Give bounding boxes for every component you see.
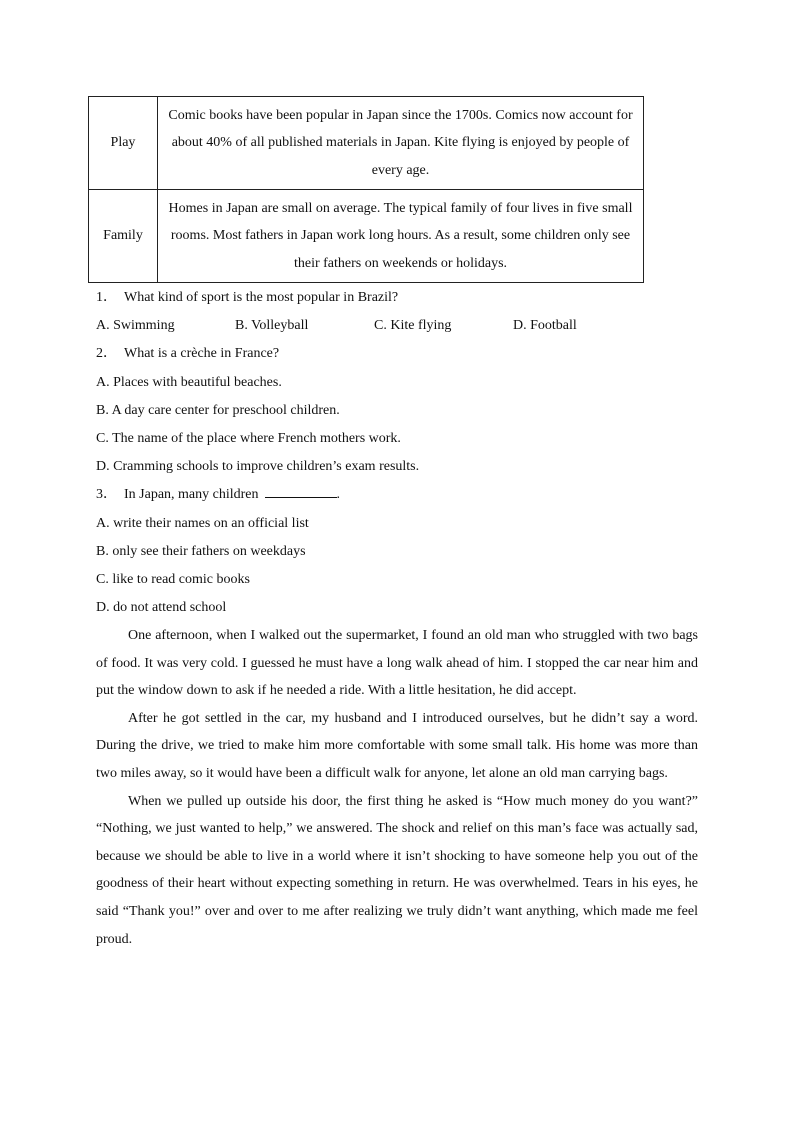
passage-paragraph: After he got settled in the car, my husband and I introduced ourselves, but he didn’t say a word. During the drive, we tried to make him more comfortable with some small talk. His home was more than two miles away, so it would have been a difficult walk for anyone, let alone an old man carrying bags. [96, 710, 698, 781]
option: B. Volleyball [235, 318, 309, 334]
option-row [96, 312, 716, 340]
passage-paragraph: When we pulled up outside his door, the first thing he asked is “How much money do you want?” “Nothing, we just wanted to help,” we answered. The shock and relief on this man’s face was actually sad, because we should be able to live in a world where it isn’t shocking to have someone help you out of the goodness of their heart without expecting something in return. He was overwhelmed. Tears in his eyes, he said “Thank you!” over and over to me after realizing we truly didn’t want anything, which made me feel proud. [96, 793, 698, 947]
question-text: What is a crèche in France? [124, 346, 280, 362]
option: D. Football [513, 318, 577, 334]
option: C. like to read comic books [96, 571, 250, 587]
option: A. write their names on an official list [96, 515, 309, 531]
question-number: 2． [96, 346, 117, 362]
question-number: 3． [96, 487, 117, 503]
questions-section [96, 284, 716, 622]
table-text-cell: Comic books have been popular in Japan since the 1700s. Comics now account for about 40% of all published materials in Japan. Kite flying is enjoyed by people of every age. [158, 97, 644, 190]
question-number: 1． [96, 290, 117, 305]
question-text-end: . [336, 487, 341, 503]
option: A. Places with beautiful beaches. [96, 374, 282, 390]
reading-passage [96, 622, 698, 953]
option: D. Cramming schools to improve children’s exam results. [96, 459, 420, 475]
question-stem [96, 284, 716, 312]
info-table [88, 96, 644, 283]
option: B. A day care center for preschool children. [96, 402, 340, 418]
option: C. Kite flying [374, 318, 452, 334]
table-text-cell: Homes in Japan are small on average. The typical family of four lives in five small rooms. Most fathers in Japan work long hours. As a result, some children only see their fathers on weekends or holidays. [158, 190, 644, 283]
table-row [89, 190, 644, 283]
option: D. do not attend school [96, 600, 227, 616]
question-stem [96, 481, 716, 509]
table-category-cell: Play [89, 97, 158, 190]
passage-paragraph: One afternoon, when I walked out the supermarket, I found an old man who struggled with two bags of food. It was very cold. I guessed he must have a long walk ahead of him. I stopped the car near him and put the window down to ask if he needed a ride. With a little hesitation, he did accept. [96, 628, 698, 699]
table-row [89, 97, 644, 190]
table-category-cell: Family [89, 190, 158, 283]
option: C. The name of the place where French mothers work. [96, 430, 401, 446]
question-text: In Japan, many children [124, 487, 259, 503]
question-stem [96, 340, 716, 368]
question-text: What kind of sport is the most popular in Brazil? [124, 290, 399, 305]
option: B. only see their fathers on weekdays [96, 543, 306, 559]
answer-blank [265, 481, 337, 498]
option: A. Swimming [96, 318, 175, 334]
